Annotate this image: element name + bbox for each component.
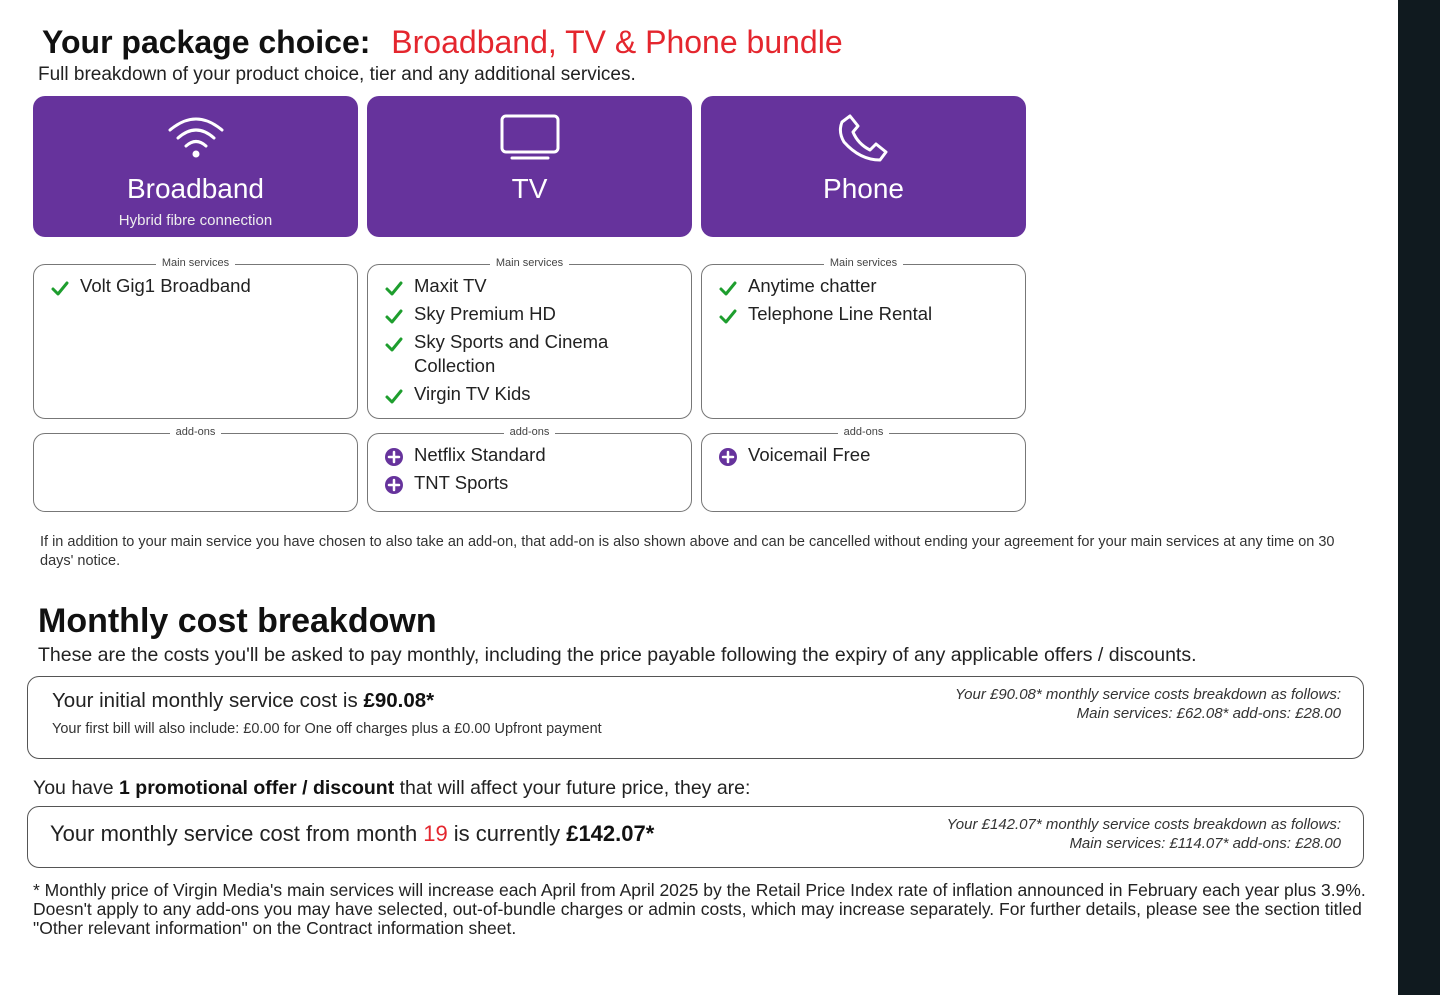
check-icon — [50, 278, 70, 298]
list-item — [718, 274, 1015, 298]
addon-note: If in addition to your main service you have chosen to also take an add-on, that add-on is also shown above and can be cancelled without ending your agreement for your main services at any time on 30 days' notice. — [40, 534, 1335, 569]
phone-addons-box — [701, 426, 1026, 512]
check-icon — [384, 334, 404, 354]
list-item — [718, 302, 1015, 326]
promo-suffix: that will affect your future price, they are: — [399, 777, 751, 799]
first-bill-note: Your first bill will also include: £0.00 for One off charges plus a £0.00 Upfront payment — [52, 721, 602, 737]
list-item — [384, 274, 681, 298]
promo-line — [33, 775, 750, 801]
phone-tile — [701, 96, 1026, 237]
initial-breakdown — [955, 685, 1341, 723]
monthly-cost-title: Monthly cost breakdown — [38, 602, 437, 640]
wifi-icon — [33, 112, 358, 164]
broadband-addons-caption: add-ons — [170, 426, 222, 438]
list-item — [384, 471, 681, 495]
phone-main-caption: Main services — [824, 257, 903, 269]
monthly-cost-subtitle: These are the costs you'll be asked to pay monthly, including the price payable following the expiry of any applicable offers / discounts. — [38, 644, 1197, 666]
package-title-value: Broadband, TV & Phone bundle — [391, 24, 843, 60]
broadband-tile — [33, 96, 358, 237]
tv-main-services-box — [367, 257, 692, 419]
future-cost-prefix: Your monthly service cost from month — [50, 821, 418, 846]
initial-cost-line — [52, 687, 434, 715]
plus-circle-icon — [718, 447, 738, 467]
broadband-addons-box — [33, 426, 358, 512]
list-item — [384, 382, 681, 406]
future-breakdown — [947, 815, 1341, 853]
list-item — [384, 330, 634, 378]
service-label: Volt Gig1 Broadband — [80, 275, 251, 296]
phone-main-list — [718, 274, 1015, 330]
package-title-label: Your package choice: — [42, 24, 371, 60]
check-icon — [384, 278, 404, 298]
broadband-main-caption: Main services — [156, 257, 235, 269]
broadband-tile-description: Hybrid fibre connection — [118, 212, 273, 229]
service-label: Sky Premium HD — [414, 303, 556, 324]
tv-addons-caption: add-ons — [504, 426, 556, 438]
package-title — [42, 22, 843, 62]
plus-circle-icon — [384, 475, 404, 495]
future-cost-month: 19 — [423, 821, 448, 846]
list-item — [718, 443, 1015, 467]
addon-label: Voicemail Free — [748, 444, 871, 465]
future-cost-middle: is currently — [453, 821, 561, 846]
future-cost-box — [27, 806, 1364, 868]
check-icon — [718, 306, 738, 326]
check-icon — [384, 386, 404, 406]
initial-breakdown-line1: Your £90.08* monthly service costs breakdown as follows: — [954, 686, 1341, 703]
service-label: Virgin TV Kids — [414, 383, 531, 404]
tv-icon — [367, 112, 692, 164]
future-breakdown-line1: Your £142.07* monthly service costs breakdown as follows: — [946, 816, 1341, 833]
service-label: Sky Sports and Cinema Collection — [414, 331, 609, 376]
tv-main-caption: Main services — [490, 257, 569, 269]
tv-addons-list — [384, 443, 681, 499]
phone-main-services-box — [701, 257, 1026, 419]
phone-icon — [701, 112, 1026, 164]
phone-addons-list — [718, 443, 1015, 471]
service-label: Anytime chatter — [748, 275, 877, 296]
initial-cost-box — [27, 676, 1364, 759]
list-item — [384, 302, 681, 326]
broadband-main-list — [50, 274, 347, 302]
list-item — [384, 443, 681, 467]
addon-label: Netflix Standard — [414, 444, 546, 465]
future-breakdown-line2: Main services: £114.07* add-ons: £28.00 — [1069, 835, 1341, 852]
phone-tile-name: Phone — [823, 173, 904, 204]
initial-cost-text: Your initial monthly service cost is — [52, 689, 358, 712]
promo-count: 1 promotional offer / discount — [119, 777, 395, 799]
phone-addons-caption: add-ons — [838, 426, 890, 438]
promo-prefix: You have — [33, 777, 114, 799]
addon-label: TNT Sports — [414, 472, 509, 493]
initial-breakdown-line2: Main services: £62.08* add-ons: £28.00 — [1076, 705, 1341, 722]
tv-main-list — [384, 274, 681, 410]
service-label: Maxit TV — [414, 275, 487, 296]
initial-cost-amount: £90.08* — [363, 689, 435, 712]
future-cost-line — [50, 819, 654, 849]
check-icon — [384, 306, 404, 326]
broadband-tile-name: Broadband — [126, 173, 264, 204]
plus-circle-icon — [384, 447, 404, 467]
check-icon — [718, 278, 738, 298]
tv-tile-name: TV — [511, 173, 548, 204]
package-subtitle: Full breakdown of your product choice, tier and any additional services. — [38, 64, 636, 85]
future-cost-amount: £142.07* — [566, 821, 655, 846]
right-edge-bar — [1398, 0, 1440, 995]
price-footnote: * Monthly price of Virgin Media's main services will increase each April from April 2025 by the Retail Price Index rate of inflation announced in February each year plus 3.9%. Doesn't apply to any add-ons you may have selected, out-of-bundle charges or admin costs, which may increase separately. For further details, please see the section titled "Other relevant information" on the Contract information sheet. — [33, 880, 1366, 938]
service-label: Telephone Line Rental — [748, 303, 933, 324]
list-item — [50, 274, 347, 298]
tv-addons-box — [367, 426, 692, 512]
broadband-main-services-box — [33, 257, 358, 419]
tv-tile — [367, 96, 692, 237]
